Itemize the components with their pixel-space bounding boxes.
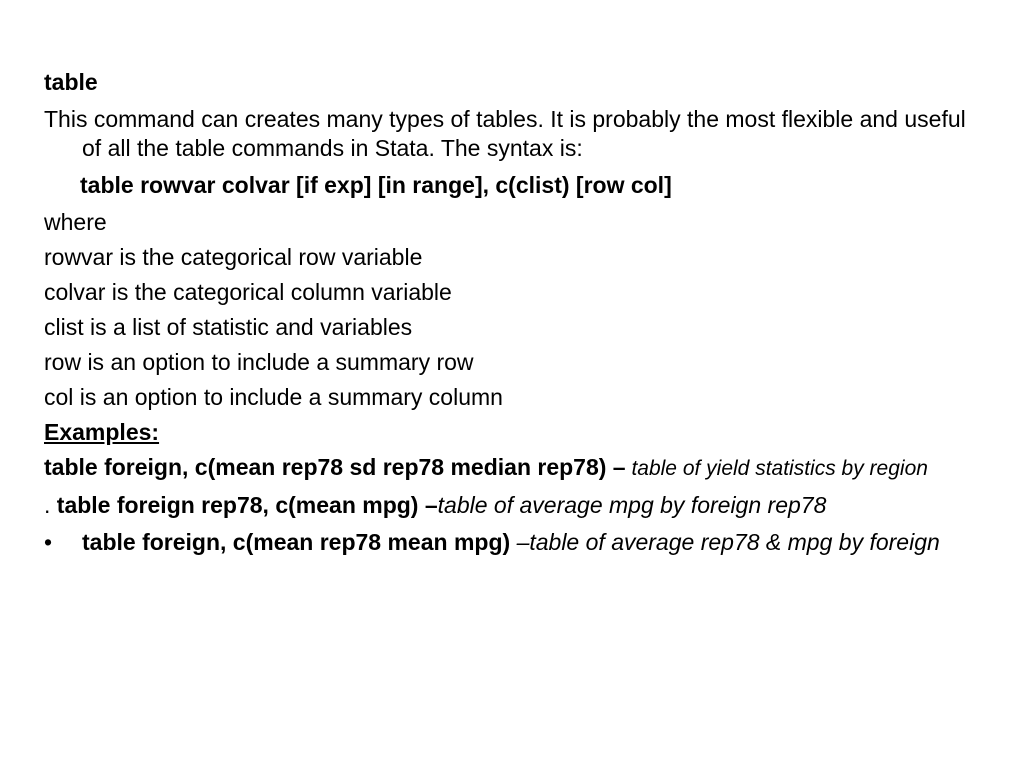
definition-clist: clist is a list of statistic and variables <box>44 314 413 340</box>
slide-heading: table <box>44 69 98 95</box>
example-2-prefix: . <box>44 492 57 518</box>
where-label: where <box>44 209 107 235</box>
slide-content <box>44 68 974 565</box>
definition-colvar: colvar is the categorical column variable <box>44 279 452 305</box>
definition-rowvar: rowvar is the categorical row variable <box>44 244 423 270</box>
example-2-command: table foreign rep78, c(mean mpg) – <box>56 492 438 518</box>
definition-row: row is an option to include a summary row <box>44 349 474 375</box>
example-2-note: table of average mpg by foreign rep78 <box>437 492 827 518</box>
example-3-note: –table of average rep78 & mpg by foreign <box>516 529 940 555</box>
bullet-icon: • <box>44 529 53 555</box>
example-3 <box>44 528 974 557</box>
example-1 <box>44 453 974 483</box>
examples-label: Examples: <box>44 419 160 445</box>
definition-col: col is an option to include a summary column <box>44 384 503 410</box>
example-2 <box>44 491 974 520</box>
example-1-command: table foreign, c(mean rep78 sd rep78 median rep78) – <box>44 454 626 480</box>
example-1-note: table of yield statistics by region <box>625 457 928 480</box>
example-3-command: table foreign, c(mean rep78 mean mpg) <box>82 529 517 555</box>
syntax-line: table rowvar colvar [if exp] [in range], c(clist) [row col] <box>80 172 672 198</box>
intro-paragraph: This command can creates many types of tables. It is probably the most flexible and useful of all the table commands in Stata. The syntax is: <box>44 106 966 161</box>
